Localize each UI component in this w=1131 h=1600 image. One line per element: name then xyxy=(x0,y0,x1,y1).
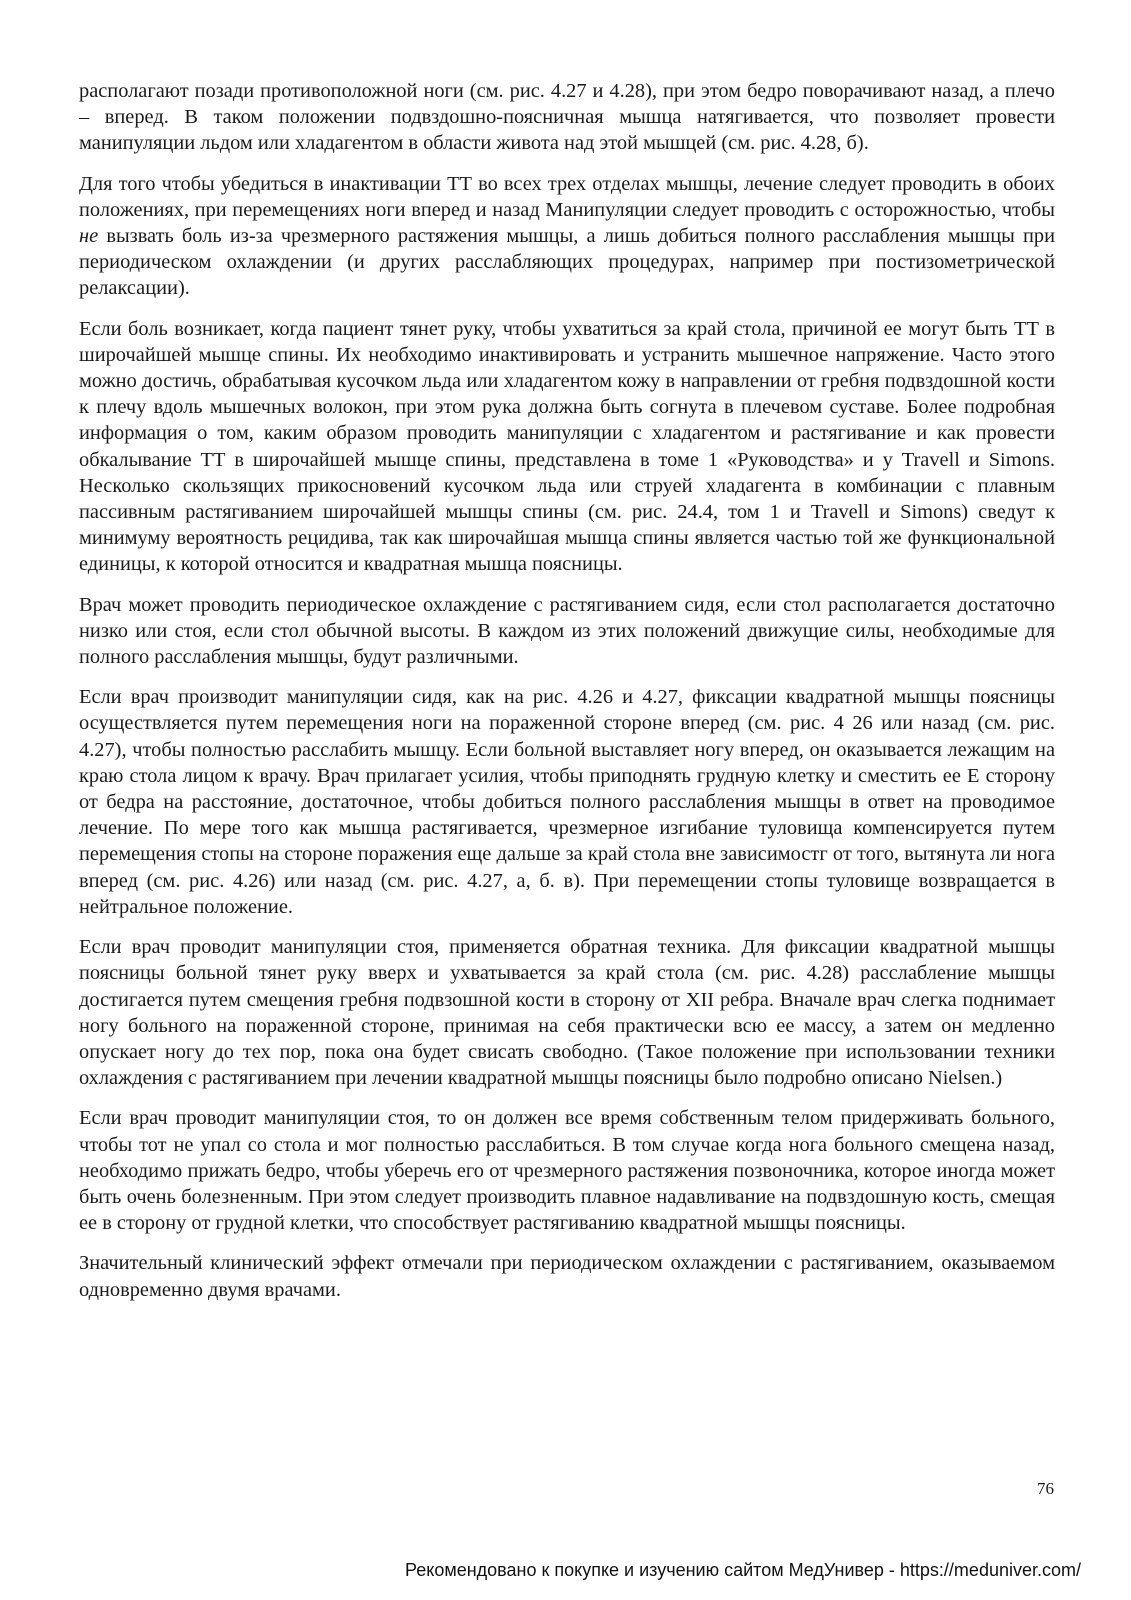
paragraph-6: Если врач проводит манипуляции стоя, применяется обратная техника. Для фиксации квадратной мышцы поясницы больной тянет руку вверх и ухватывается за край стола (см. рис. 4.28) расслабление мышцы достигается путем смещения гребня подвзошной кости в сторону от XII ребра. Вначале врач слегка поднимает ногу больного на пораженной стороне, принимая на себя практически всю ее массу, а затем он медленно опускает ногу до тех пор, пока она будет свисать свободно. (Такое положение при использовании техники охлаждения с растягиванием при лечении квадратной мышцы поясницы было подробно описано Nielsen.) xyxy=(79,936,1055,1090)
paragraph-2-before: Для того чтобы убедиться в инактивации ТТ во всех трех отделах мышцы, лечение следует проводить в обоих положениях, при перемещениях ноги вперед и назад Манипуляции следует проводить с осторожностью, чтобы xyxy=(79,172,1055,221)
paragraph-2 xyxy=(79,171,1055,302)
paragraph-7: Если врач проводит манипуляции стоя, то он должен все время собственным телом придерживать больного, чтобы тот не упал со стола и мог полностью расслабиться. В том случае когда нога больного смещена назад, необходимо прижать бедро, чтобы уберечь его от чрезмерного растяжения позвоночника, которое иногда может быть очень болезненным. При этом следует производить плавное надавливание на подвздошную кость, смещая ее в сторону от грудной клетки, что способствует растягиванию квадратной мышцы поясницы. xyxy=(79,1107,1055,1235)
paragraph-5: Если врач производит манипуляции сидя, как на рис. 4.26 и 4.27, фиксации квадратной мышцы поясницы осуществляется путем перемещения ноги на пораженной стороне вперед (см. рис. 4 26 или назад (см. рис. 4.27), чтобы полностью расслабить мышцу. Если больной выставляет ногу вперед, он оказывается лежащим на краю стола лицом к врачу. Врач прилагает усилия, чтобы приподнять грудную клетку и сместить ее Е сторону от бедра на расстояние, достаточное, чтобы добиться полного расслабления мышцы в ответ на проводимое лечение. По мере того как мышца растягивается, чрезмерное изгибание туловища компенсируется путем перемещения стопы на стороне поражения еще дальше за край стола вне зависимостг от того, вытянута ли нога вперед (см. рис. 4.26) или назад (см. рис. 4.27, а, б. в). При перемещении стопы туловище возвращается в нейтральное положение. xyxy=(79,686,1055,918)
paragraph-4: Врач может проводить периодическое охлаждение с растягиванием сидя, если стол располагается достаточно низко или стоя, если стол обычной высоты. В каждом из этих положений движущие силы, необходимые для полного расслабления мышцы, будут различными. xyxy=(79,593,1055,669)
paragraph-2-after: вызвать боль из-за чрезмерного растяжения мышцы, а лишь добиться полного расслабления мышцы при периодическом охлаждении (и других расслабляющих процедурах, например при постизометрической релаксации). xyxy=(79,225,1055,300)
footer-recommendation: Рекомендовано к покупке и изучению сайтом МедУнивер - https://meduniver.com/ xyxy=(405,1560,1081,1580)
paragraph-8: Значительный клинический эффект отмечали при периодическом охлаждении с растягиванием, оказываемом одновременно двумя врачами. xyxy=(79,1252,1055,1301)
document-body xyxy=(79,78,1055,1317)
paragraph-2-italic: не xyxy=(79,225,99,248)
paragraph-1: располагают позади противоположной ноги (см. рис. 4.27 и 4.28), при этом бедро поворачивают назад, а плечо – вперед. В таком положении подвздошно-поясничная мышца натягивается, что позволяет провести манипуляции льдом или хладагентом в области живота над этой мышцей (см. рис. 4.28, б). xyxy=(79,80,1055,155)
paragraph-3: Если боль возникает, когда пациент тянет руку, чтобы ухватиться за край стола, причиной ее могут быть ТТ в широчайшей мышце спины. Их необходимо инактивировать и устранить мышечное напряжение. Часто этого можно достичь, обрабатывая кусочком льда или хладагентом кожу в направлении от гребня подвздошной кости к плечу вдоль мышечных волокон, при этом рука должна быть согнута в плечевом суставе. Более подробная информация о том, каким образом проводить манипуляции с хладагентом и растягивание и как провести обкалывание ТТ в широчайшей мышце спины, представлена в томе 1 «Руководства» и у Travell и Simons. Несколько скользящих прикосновений кусочком льда или струей хладагента в комбинации с плавным пассивным растягиванием широчайшей мышцы спины (см. рис. 24.4, том 1 и Travell и Simons) сведут к минимуму вероятность рецидива, так как широчайшая мышца спины является частью той же функциональной единицы, к которой относится и квадратная мышца поясницы. xyxy=(79,317,1055,576)
page-number: 76 xyxy=(1037,1479,1054,1498)
